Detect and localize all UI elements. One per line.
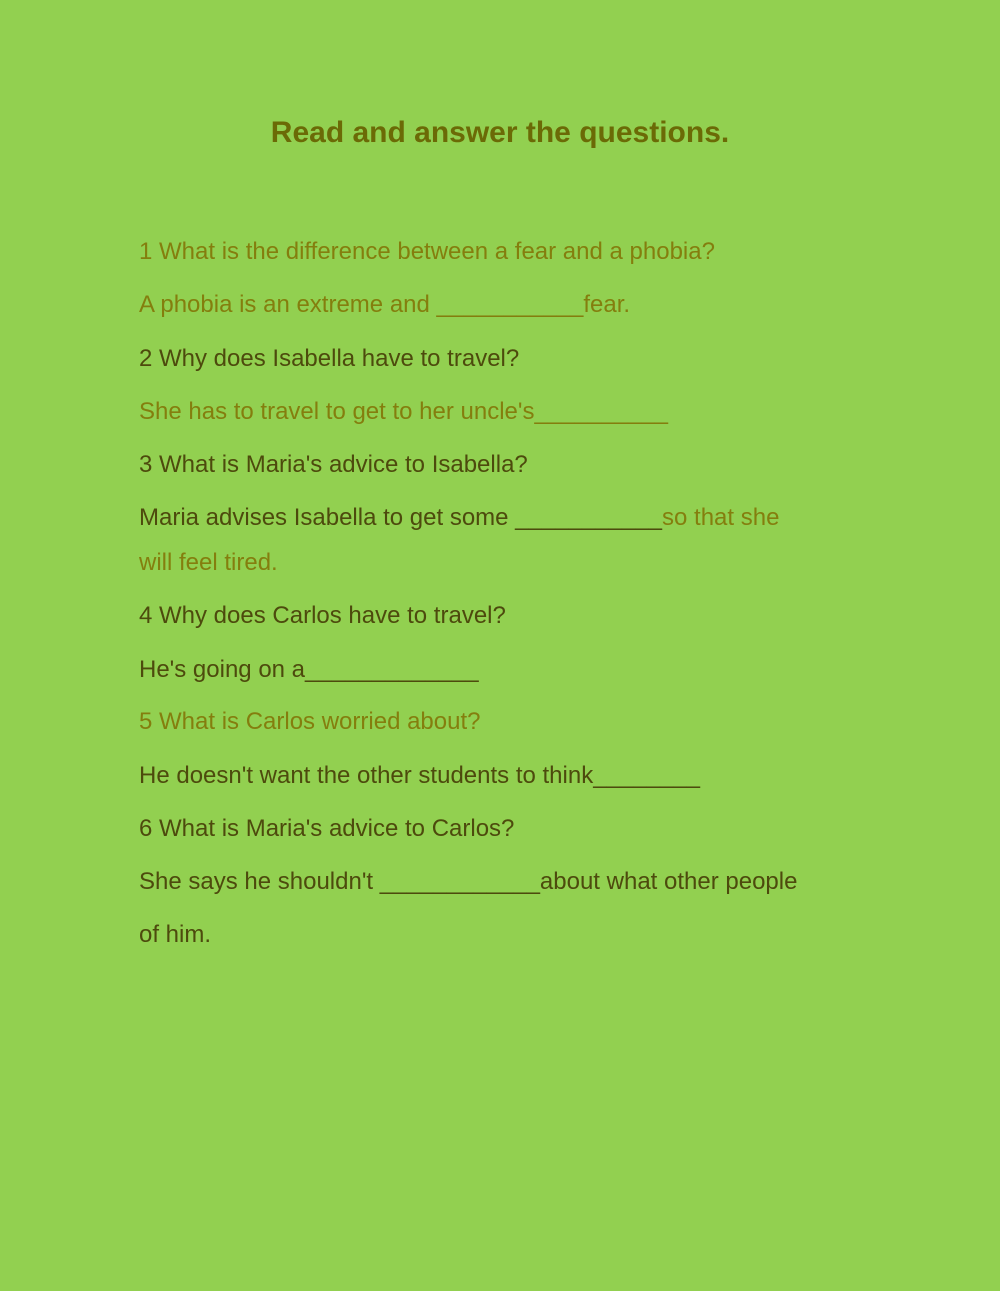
question-5: 5 What is Carlos worried about? [139,708,481,735]
answer-3-line-2: will feel tired. [139,549,278,576]
answer-5: He doesn't want the other students to think________ [139,762,700,789]
question-4: 4 Why does Carlos have to travel? [139,602,506,629]
answer-3-part-2: so that she [662,504,780,531]
answer-3-part-1: Maria advises Isabella to get some ___________ [139,504,663,531]
answer-1: A phobia is an extreme and ___________fear. [139,291,631,318]
question-6: 6 What is Maria's advice to Carlos? [139,815,515,842]
answer-4: He's going on a_____________ [139,656,479,683]
answer-2: She has to travel to get to her uncle's__________ [139,398,668,425]
answer-6-line-1: She says he shouldn't ____________about what other people [139,868,798,895]
question-2: 2 Why does Isabella have to travel? [139,345,520,372]
answer-3-line-1 [139,503,779,533]
question-3: 3 What is Maria's advice to Isabella? [139,451,528,478]
answer-6-line-2: of him. [139,921,212,948]
question-1: 1 What is the difference between a fear and a phobia? [139,238,715,265]
worksheet-title: Read and answer the questions. [270,116,730,149]
